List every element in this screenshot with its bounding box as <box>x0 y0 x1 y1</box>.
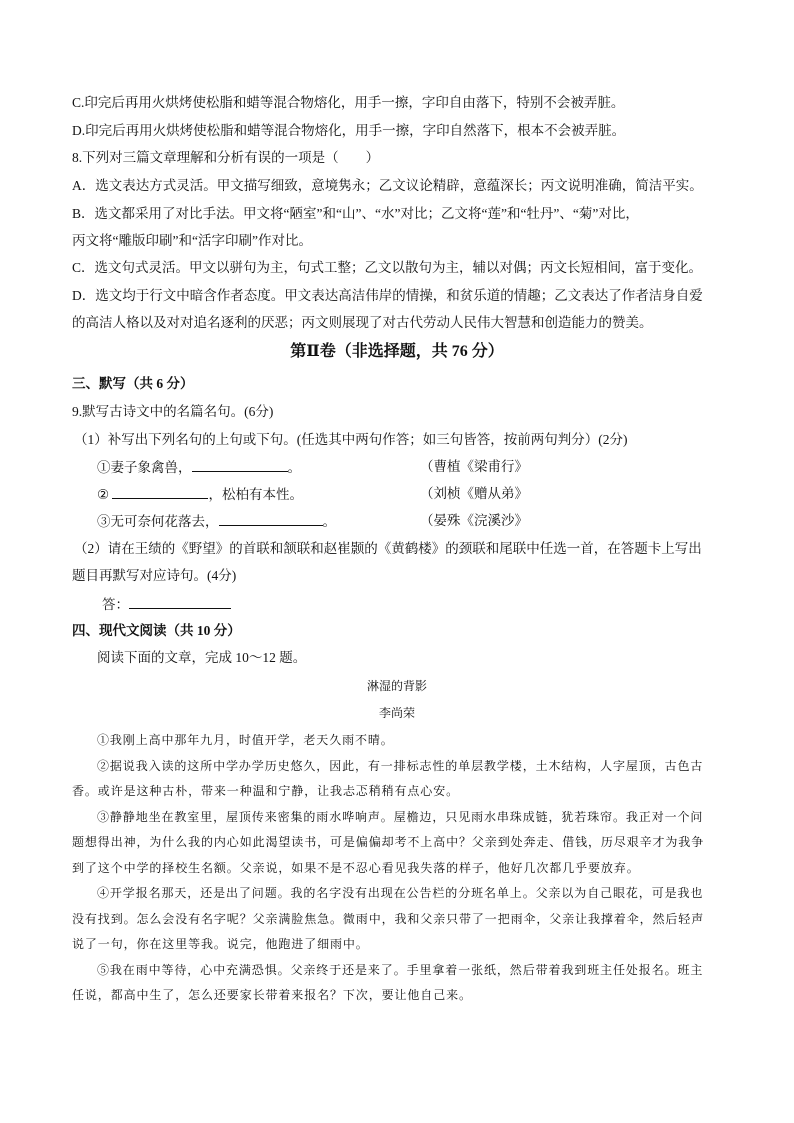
passage-line: 香。或许是这种古朴，带来一种温和宁静，让我忐忑稍稍有点心安。 <box>72 784 460 798</box>
dictation-blank-3 <box>219 512 323 526</box>
dictation-item-3 <box>97 512 336 531</box>
q8-option-d-continued: 的高洁人格以及对对追名逐利的厌恶；丙文则展现了对古代劳动人民伟大智慧和创造能力的赞美。 <box>72 315 653 330</box>
dictation-item-3-after: 。 <box>322 514 336 529</box>
passage-line: ⑤我在雨中等待，心中充满恐惧。父亲终于还是来了。手里拿着一张纸，然后带着我到班主任处报名。班主 <box>97 963 704 977</box>
passage-author: 李尚荣 <box>378 706 415 720</box>
dictation-item-3-source: （晏殊《浣溪沙》 <box>420 513 528 528</box>
dictation-item-1-after: 。 <box>287 460 301 475</box>
dictation-blank-2 <box>112 485 208 499</box>
q9-part1-instruction: （1）补写出下列名句的上句或下句。(任选其中两句作答；如三句皆答，按前两句判分）(2分) <box>74 432 628 447</box>
passage-line: ①我刚上高中那年九月，时值开学，老天久雨不晴。 <box>97 733 394 747</box>
reading-instruction: 阅读下面的文章，完成 10～12 题。 <box>97 650 307 665</box>
passage-line: ③静静地坐在教室里，屋顶传来密集的雨水哗响声。屋檐边，只见雨水串珠成链，犹若珠帘。我正对一个问 <box>97 810 704 824</box>
q7-option-c: C.印完后再用火烘烤使松脂和蜡等混合物熔化，用手一擦，字印自由落下，特别不会被弄脏。 <box>72 95 625 110</box>
q8-option-b: B．选文都采用了对比手法。甲文将“陋室”和“山”、“水”对比；乙文将“莲”和“牡丹”、“菊”对比， <box>72 206 639 221</box>
passage-line: 题想得出神，为什么我的内心如此渴望读书，可是偏偏却考不上高中？父亲到处奔走、借钱，历尽艰辛才为我争 <box>72 835 705 849</box>
q7-option-d: D.印完后再用火烘烤使松脂和蜡等混合物熔化，用手一擦，字印自然落下，根本不会被弄脏。 <box>72 123 626 138</box>
passage-line: 说了一句，你在这里等我。说完，他跑进了细雨中。 <box>72 937 369 951</box>
passage-line: 没有找到。怎么会没有名字呢？父亲满脸焦急。微雨中，我和父亲只带了一把雨伞，父亲让我撑着伞，然后轻声 <box>72 912 705 926</box>
dictation-item-1 <box>97 458 301 477</box>
dictation-item-2-before: ② <box>97 487 113 502</box>
q8-option-b-continued: 丙文将“雕版印刷”和“活字印刷”作对比。 <box>72 233 312 248</box>
q8-option-d: D．选文均于行文中暗含作者态度。甲文表达高洁伟岸的情操，和贫乐道的情趣；乙文表达了作者洁身自爱 <box>72 288 703 303</box>
dictation-item-3-before: ③无可奈何花落去， <box>97 514 219 529</box>
dictation-blank-1 <box>192 458 288 472</box>
dictation-item-2 <box>97 485 303 504</box>
dictation-item-1-source: （曹植《梁甫行》 <box>420 459 528 474</box>
section-2-heading: 第Ⅱ卷（非选择题，共 76 分） <box>290 343 504 360</box>
passage-title: 淋湿的背影 <box>366 679 427 693</box>
answer-label: 答： <box>102 597 129 612</box>
dictation-item-1-before: ①妻子象禽兽， <box>97 460 192 475</box>
q9-stem: 9.默写古诗文中的名篇名句。(6分) <box>72 404 274 419</box>
q9-part2-instruction: （2）请在王绩的《野望》的首联和颔联和赵崔颢的《黄鹤楼》的颈联和尾联中任选一首，在答题卡上写出 <box>74 541 702 556</box>
passage-line: 到了这个中学的择校生名额。父亲说，如果不是不忍心看见我失落的样子，他好几次都几乎要放弃。 <box>72 861 640 875</box>
dictation-item-2-source: （刘桢《赠从弟》 <box>420 486 528 501</box>
dictation-item-2-after: ，松柏有本性。 <box>208 487 303 502</box>
q9-part2-instruction-continued: 题目再默写对应诗句。(4分) <box>72 568 237 583</box>
q8-option-a: A．选文表达方式灵活。甲文描写细致，意境隽永；乙文议论精辟，意蕴深长；丙文说明准确，简洁平实。 <box>72 178 703 193</box>
q8-stem: 8.下列对三篇文章理解和分析有误的一项是（ ） <box>72 150 380 165</box>
answer-line <box>102 595 231 614</box>
passage-line: 任说，都高中生了，怎么还要家长带着来报名？下次，要让他自己来。 <box>72 988 472 1002</box>
q8-option-c: C．选文句式灵活。甲文以骈句为主，句式工整；乙文以散句为主，辅以对偶；丙文长短相间，富于变化。 <box>72 260 703 275</box>
section-3-heading: 三、默写（共 6 分） <box>72 376 194 391</box>
answer-blank <box>129 595 231 609</box>
section-4-heading: 四、现代文阅读（共 10 分） <box>72 623 241 638</box>
passage-line: ④开学报名那天，还是出了问题。我的名字没有出现在公告栏的分班名单上。父亲以为自己眼花，可是我也 <box>97 886 704 900</box>
passage-line: ②据说我入读的这所中学办学历史悠久，因此，有一排标志性的单层教学楼，土木结构，人字屋顶，古色古 <box>97 759 704 773</box>
